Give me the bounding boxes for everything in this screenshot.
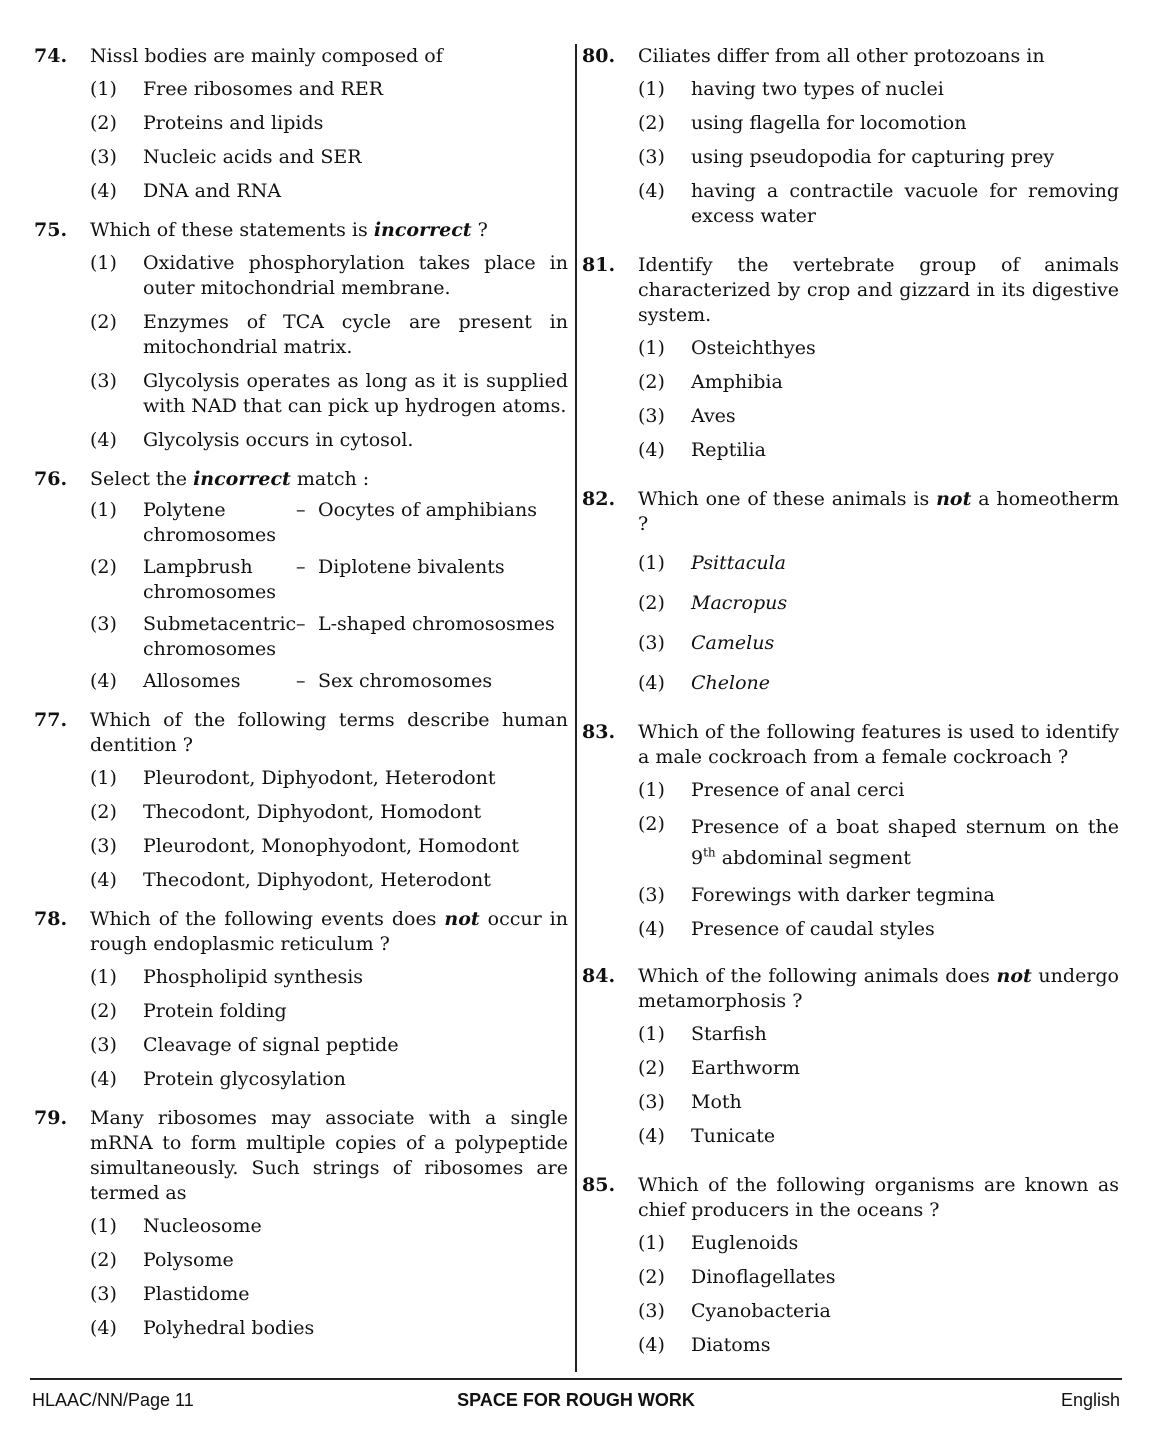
match-row: (1) Polytene chromosomes – Oocytes of amphibians [90,499,537,546]
options [90,766,568,893]
option: (3) Aves [638,405,736,427]
options [90,965,568,1092]
question-80 [582,44,1119,229]
options [638,336,1119,463]
question-text: Which of the following events does not occur in rough endoplasmic reticulum ? [90,908,568,955]
question-81 [582,253,1119,463]
option: (2) Earthworm [638,1057,800,1079]
question-74 [34,44,568,204]
option: (4) Glycolysis occurs in cytosol. [90,429,414,451]
question-text: Which of the following features is used to identify a male cockroach from a female cockroach ? [638,721,1119,768]
question-text: Many ribosomes may associate with a single mRNA to form multiple copies of a polypeptide simultaneously. Such strings of ribosomes are termed as [90,1107,568,1204]
language-label: English [1060,1390,1120,1410]
question-text: Ciliates differ from all other protozoans in [638,45,1045,67]
question-text: Which of the following animals does not undergo metamorphosis ? [638,965,1119,1012]
page-code: HLAAC/NN/Page 11 [32,1390,194,1410]
options [638,77,1119,229]
footer-rule [30,1378,1122,1380]
rough-work-label: SPACE FOR ROUGH WORK [457,1390,695,1410]
option: (1) Pleurodont, Diphyodont, Heterodont [90,767,496,789]
option: (3) Nucleic acids and SER [90,146,362,168]
option: (4) Diatoms [638,1334,771,1356]
option: (4) Presence of caudal styles [638,918,935,940]
column-divider [575,44,577,1372]
option: (4) having a contractile vacuole for removing excess water [638,180,1119,227]
question-number: 85. [582,1174,616,1196]
question-text: Which of these statements is incorrect ? [90,219,488,241]
option: (1) Nucleosome [90,1215,262,1237]
left-column [34,44,568,1355]
question-text: Which one of these animals is not a homeotherm ? [638,488,1119,535]
option: (1) Oxidative phosphorylation takes place in outer mitochondrial membrane. [90,252,568,299]
options [638,1022,1119,1149]
option: (1) Phospholipid synthesis [90,966,364,988]
question-number: 75. [34,219,68,241]
option: (3) Moth [638,1091,742,1113]
option: (2) Amphibia [638,371,783,393]
question-number: 82. [582,488,616,510]
option: (3) Plastidome [90,1283,250,1305]
question-number: 76. [34,468,68,490]
question-76 [34,467,568,694]
question-82 [582,487,1119,696]
option: (4) Protein glycosylation [90,1068,346,1090]
option: (3) Cleavage of signal peptide [90,1034,399,1056]
options [638,551,1119,696]
question-84 [582,964,1119,1149]
question-number: 74. [34,45,68,67]
match-options [90,498,568,694]
option: (1) Starfish [638,1023,767,1045]
option: (3) Forewings with darker tegmina [638,884,995,906]
question-text: Which of the following organisms are known as chief producers in the oceans ? [638,1174,1119,1221]
option: (1) Free ribosomes and RER [90,78,384,100]
option: (4) Thecodont, Diphyodont, Heterodont [90,869,491,891]
option: (4) DNA and RNA [90,180,282,202]
option: (2) Protein folding [90,1000,287,1022]
option: (2) using flagella for locomotion [638,112,967,134]
options [90,251,568,453]
option: (4) Polyhedral bodies [90,1317,315,1339]
question-text: Which of the following terms describe human dentition ? [90,709,568,756]
option: (4) Reptilia [638,439,766,461]
question-number: 83. [582,721,616,743]
question-79 [34,1106,568,1341]
option: (4) Chelone [638,672,771,694]
right-column [582,44,1119,1372]
option: (2) Presence of a boat shaped sternum on the 9th abdominal segment [638,813,1119,869]
option: (2) Enzymes of TCA cycle are present in mitochondrial matrix. [90,311,568,358]
question-85 [582,1173,1119,1358]
option: (2) Polysome [90,1249,234,1271]
option: (3) Pleurodont, Monophyodont, Homodont [90,835,520,857]
question-number: 80. [582,45,616,67]
question-number: 78. [34,908,68,930]
question-text: Identify the vertebrate group of animals characterized by crop and gizzard in its digestive system. [638,254,1119,326]
question-78 [34,907,568,1092]
option: (3) Camelus [638,632,775,654]
option: (1) having two types of nuclei [638,78,944,100]
question-number: 79. [34,1107,68,1129]
options [638,1231,1119,1358]
option: (1) Osteichthyes [638,337,816,359]
question-number: 81. [582,254,616,276]
options [90,77,568,204]
option: (4) Tunicate [638,1125,776,1147]
option: (1) Presence of anal cerci [638,779,905,801]
option: (3) using pseudopodia for capturing prey [638,146,1055,168]
match-row: (2) Lampbrush chromosomes – Diplotene bivalents [90,556,505,603]
option: (3) Cyanobacteria [638,1300,831,1322]
option: (2) Macropus [638,592,788,614]
question-number: 84. [582,965,616,987]
option: (1) Euglenoids [638,1232,799,1254]
option: (2) Thecodont, Diphyodont, Homodont [90,801,482,823]
question-text: Select the incorrect match : [90,468,370,490]
question-text: Nissl bodies are mainly composed of [90,45,443,67]
option: (1) Psittacula [638,552,786,574]
options [638,778,1119,942]
option: (2) Proteins and lipids [90,112,324,134]
match-row: (3) Submetacentric chromosomes – L-shaped chromososmes [90,613,555,660]
question-number: 77. [34,709,68,731]
options [90,1214,568,1341]
question-77 [34,708,568,893]
option: (3) Glycolysis operates as long as it is supplied with NAD that can pick up hydrogen atoms. [90,370,568,417]
option: (2) Dinoflagellates [638,1266,836,1288]
match-row: (4) Allosomes – Sex chromosomes [90,670,493,692]
question-75 [34,218,568,453]
question-83 [582,720,1119,942]
